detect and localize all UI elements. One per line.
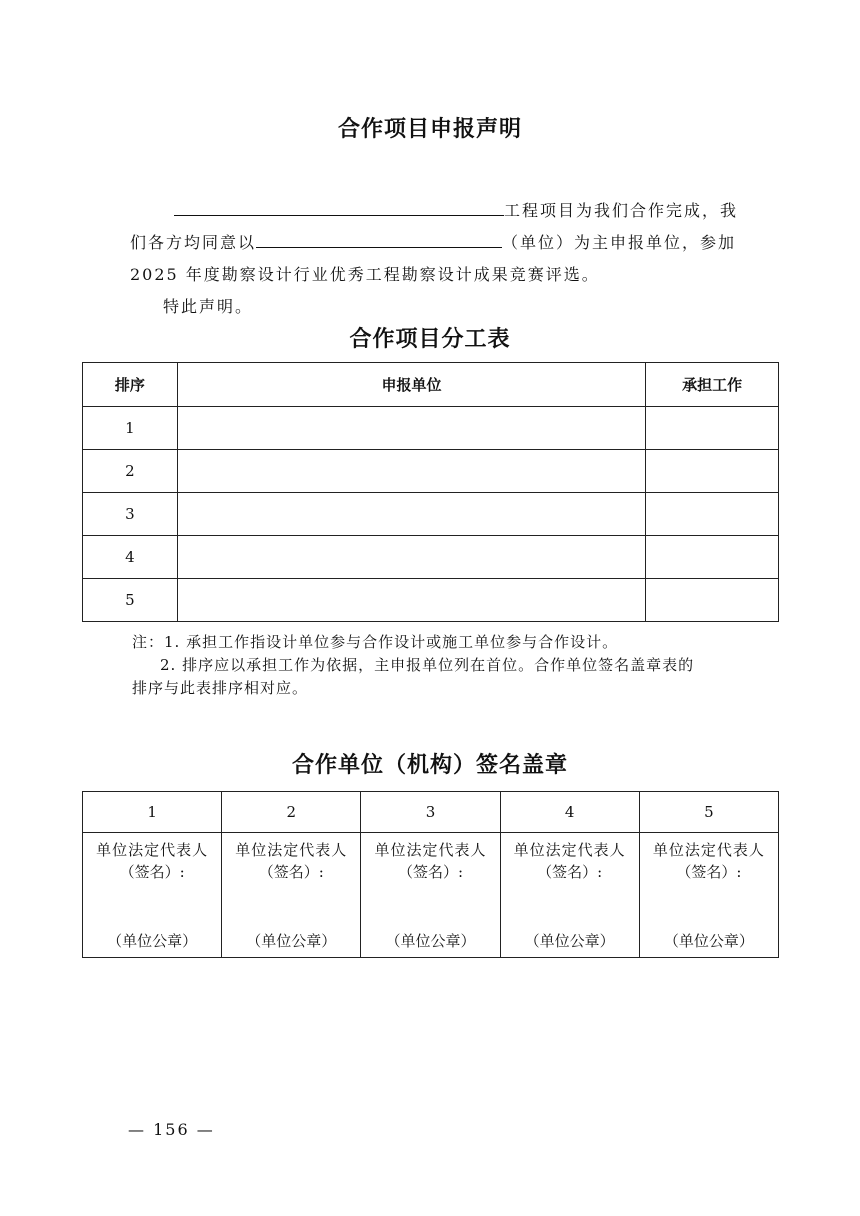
page-number: — 156 — [128, 1120, 215, 1139]
statement-line1-text: 工程项目为我们合作完成，我 [504, 201, 739, 220]
table-header-row [83, 363, 779, 407]
signature-label: （签名）: [676, 863, 742, 881]
signature-cell[interactable] [222, 833, 361, 958]
row-order: 1 [83, 407, 178, 450]
row-unit-cell[interactable] [177, 450, 645, 493]
sign-table-title: 合作单位（机构）签名盖章 [291, 753, 568, 778]
note-2-line-1: 2. 排序应以承担工作为依据，主申报单位列在首位。合作单位签名盖章表的 [160, 656, 695, 674]
seal-label: （单位公章） [663, 932, 754, 950]
rep-label: 单位法定代表人 [652, 841, 765, 859]
sign-row [83, 833, 779, 958]
row-order: 3 [83, 493, 178, 536]
seal-label: （单位公章） [524, 932, 615, 950]
table-row [83, 407, 779, 450]
division-table [82, 362, 779, 622]
statement-line-2 [130, 230, 736, 253]
signature-cell[interactable] [361, 833, 500, 958]
row-unit-cell[interactable] [177, 536, 645, 579]
statement-line-1 [174, 198, 738, 221]
header-work: 承担工作 [646, 363, 779, 407]
statement-line2-suffix: （单位）为主申报单位，参加 [502, 233, 737, 252]
signature-label: （签名）: [258, 863, 324, 881]
note-2-line-2: 排序与此表排序相对应。 [132, 679, 309, 697]
sign-seal-table [82, 791, 779, 958]
signature-label: （签名）: [537, 863, 603, 881]
table-row [83, 536, 779, 579]
row-order: 5 [83, 579, 178, 622]
row-work-cell[interactable] [646, 407, 779, 450]
row-work-cell[interactable] [646, 579, 779, 622]
statement-line2-prefix: 们各方均同意以 [130, 233, 257, 252]
column-number: 2 [222, 792, 361, 833]
sign-number-row [83, 792, 779, 833]
rep-label: 单位法定代表人 [96, 841, 209, 859]
lead-unit-blank[interactable] [256, 231, 502, 248]
signature-label: （签名）: [397, 863, 463, 881]
column-number: 3 [361, 792, 500, 833]
seal-label: （单位公章） [107, 932, 198, 950]
table-row [83, 579, 779, 622]
division-table-title: 合作项目分工表 [349, 327, 511, 352]
row-work-cell[interactable] [646, 536, 779, 579]
row-unit-cell[interactable] [177, 407, 645, 450]
row-order: 2 [83, 450, 178, 493]
row-order: 4 [83, 536, 178, 579]
signature-label: （签名）: [119, 863, 185, 881]
signature-cell[interactable] [500, 833, 639, 958]
column-number: 5 [639, 792, 778, 833]
note-1: 注：1. 承担工作指设计单位参与合作设计或施工单位参与合作设计。 [132, 633, 619, 651]
table-row [83, 450, 779, 493]
statement-closing: 特此声明。 [163, 297, 254, 316]
rep-label: 单位法定代表人 [374, 841, 487, 859]
signature-cell[interactable] [639, 833, 778, 958]
row-work-cell[interactable] [646, 493, 779, 536]
signature-cell[interactable] [83, 833, 222, 958]
column-number: 1 [83, 792, 222, 833]
seal-label: （单位公章） [385, 932, 476, 950]
table-row [83, 493, 779, 536]
seal-label: （单位公章） [246, 932, 337, 950]
row-work-cell[interactable] [646, 450, 779, 493]
rep-label: 单位法定代表人 [235, 841, 348, 859]
header-unit: 申报单位 [177, 363, 645, 407]
row-unit-cell[interactable] [177, 579, 645, 622]
header-order: 排序 [83, 363, 178, 407]
rep-label: 单位法定代表人 [513, 841, 626, 859]
row-unit-cell[interactable] [177, 493, 645, 536]
page-title: 合作项目申报声明 [337, 117, 522, 142]
column-number: 4 [500, 792, 639, 833]
project-name-blank[interactable] [174, 199, 504, 216]
statement-line-3: 2025 年度勘察设计行业优秀工程勘察设计成果竞赛评选。 [130, 265, 600, 284]
